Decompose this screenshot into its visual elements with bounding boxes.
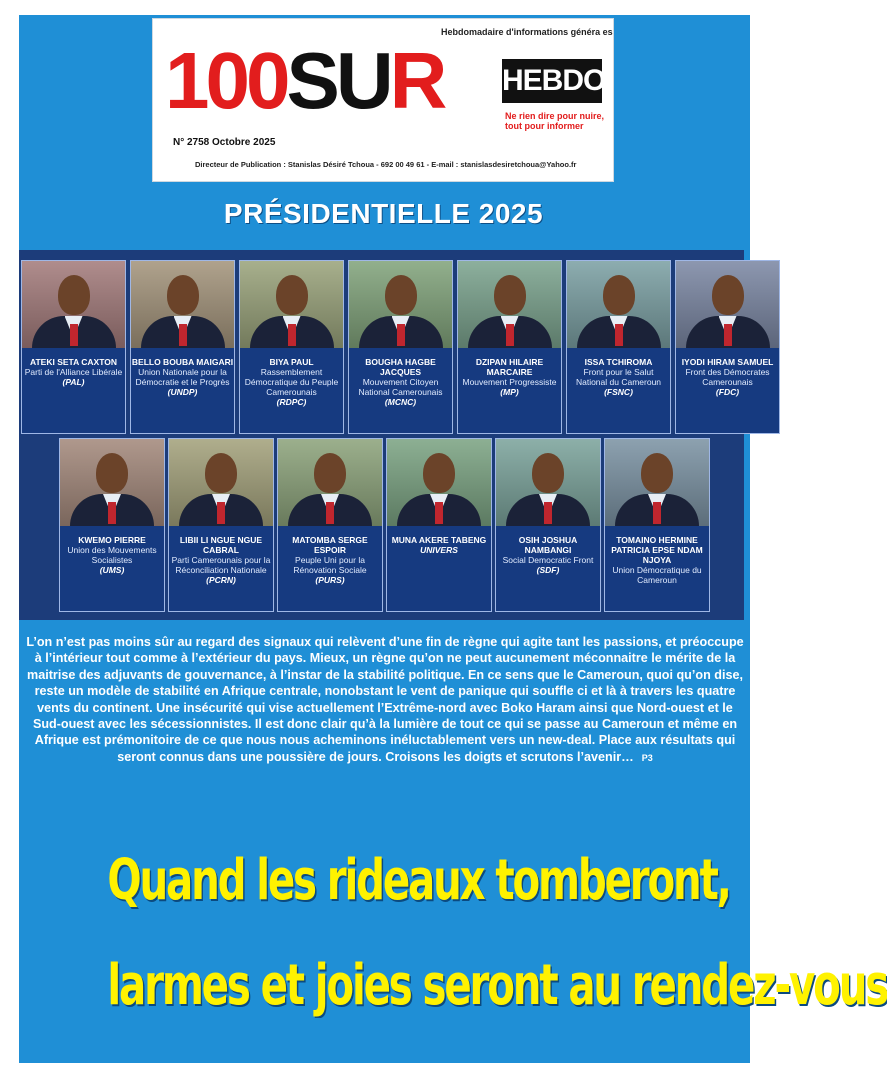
newspaper-logo xyxy=(165,36,444,125)
candidate-photo xyxy=(496,439,600,526)
issue-number: N° 2758 Octobre 2025 xyxy=(173,137,276,148)
candidate-card xyxy=(239,260,344,434)
candidate-card xyxy=(168,438,274,612)
candidates-panel xyxy=(19,250,774,620)
motto-line-1: Ne rien dire pour nuire, xyxy=(505,111,605,121)
candidate-photo xyxy=(131,261,234,348)
main-headline-line-2: larmes et joies seront au rendez-vous xyxy=(107,953,887,1018)
motto-line-2: tout pour informer xyxy=(505,121,584,131)
candidate-party-abbr: (UMS) xyxy=(99,565,125,575)
candidate-party-abbr: (PCRN) xyxy=(206,575,236,585)
candidate-name: OSIH JOSHUA NAMBANGI xyxy=(518,535,578,555)
candidate-photo xyxy=(240,261,343,348)
candidate-photo xyxy=(169,439,273,526)
candidate-party: Union Nationale pour la Démocratie et le Progrès xyxy=(135,367,230,387)
candidate-card xyxy=(130,260,235,434)
candidate-party: Union des Mouvements Socialistes xyxy=(67,545,157,565)
candidate-name: TOMAINO HERMINE PATRICIA EPSE NDAM NJOYA xyxy=(611,535,703,565)
logo-number: 100 xyxy=(165,36,287,125)
masthead-tagline: Hebdomadaire d'informations généra es xyxy=(441,27,613,37)
logo-word-end: R xyxy=(389,36,444,125)
candidate-photo xyxy=(567,261,670,348)
candidate-name: DZIPAN HILAIRE MARCAIRE xyxy=(475,357,544,377)
candidate-photo xyxy=(605,439,709,526)
publication-director: Directeur de Publication : Stanislas Désiré Tchoua - 692 00 49 61 - E-mail : stanislasdesiretchoua@Yahoo.fr xyxy=(195,160,577,169)
candidate-card xyxy=(495,438,601,612)
candidate-name: KWEMO PIERRE xyxy=(78,535,146,545)
candidate-party-abbr: (PURS) xyxy=(315,575,345,585)
candidate-party: Mouvement Progressiste xyxy=(462,377,557,387)
candidate-photo xyxy=(60,439,164,526)
hebdo-label: HEBDO xyxy=(502,59,602,103)
candidate-party: Parti Camerounais pour la Réconciliation Nationale xyxy=(171,555,271,575)
candidate-party: Front des Démocrates Camerounais xyxy=(685,367,770,387)
candidate-name: BELLO BOUBA MAIGARI xyxy=(131,357,234,367)
candidate-card xyxy=(59,438,165,612)
section-title: PRÉSIDENTIELLE 2025 xyxy=(223,198,544,229)
candidate-party: Union Démocratique du Cameroun xyxy=(612,565,702,585)
candidate-party-abbr: (MCNC) xyxy=(384,397,417,407)
candidate-name: MATOMBA SERGE ESPOIR xyxy=(292,535,368,555)
candidate-card xyxy=(386,438,492,612)
candidate-party-abbr: (SDF) xyxy=(536,565,560,575)
candidate-party-abbr: (RDPC) xyxy=(276,397,307,407)
candidate-photo xyxy=(349,261,452,348)
candidate-name: BIYA PAUL xyxy=(269,357,314,367)
candidate-name: MUNA AKERE TABENG xyxy=(391,535,487,545)
candidate-photo xyxy=(22,261,125,348)
candidate-party-abbr: (MP) xyxy=(500,387,519,397)
candidate-party: Front pour le Salut National du Cameroun xyxy=(575,367,662,387)
candidate-party: Rassemblement Démocratique du Peuple Camerounais xyxy=(244,367,339,397)
candidate-photo xyxy=(387,439,491,526)
candidate-card xyxy=(277,438,383,612)
candidate-card xyxy=(604,438,710,612)
candidate-name: ISSA TCHIROMA xyxy=(584,357,653,367)
candidate-party: Parti de l'Alliance Libérale xyxy=(24,367,123,377)
article-text: L’on n’est pas moins sûr au regard des signaux qui relèvent d’une fin de règne qui agite tant les passions, et préoccupe à l’intérieur tout comme à l’extérieur du pays. Mieux, un règne qu’on ne peut aucunement méconnaitre le mérite de la maitrise des adjuvants de gouvernance, à l’instar de la stabilité politique. En ce sens que le Cameroun, quoi qu’on dise, reste un modèle de stabilité en Afrique centrale, nonobstant le vent de panique qui souffle ci et là à travers les quatre vents du continent. Une insécurité qui vise actuellement l’Extrême-nord avec Boko Haram ainsi que Nord-ouest et le Sud-ouest avec les sécessionnistes. Il est donc clair qu’à la lumière de tout ce qui se passe au Cameroun et même en Afrique est prémonitoire de ce que nous nous acheminons inéluctablement vers un new-deal. Place aux résultats qui seront connus dans une poussière de jours. Croisons les doigts et scrutons l’avenir… xyxy=(26,635,744,764)
candidate-party-abbr: UNIVERS xyxy=(420,545,458,555)
candidate-party-abbr: (PAL) xyxy=(62,377,85,387)
candidate-card xyxy=(21,260,126,434)
candidate-card xyxy=(457,260,562,434)
candidate-name: ATEKI SETA CAXTON xyxy=(29,357,118,367)
candidate-name: LIBII LI NGUE NGUE CABRAL xyxy=(179,535,263,555)
candidate-party-abbr: (FDC) xyxy=(715,387,740,397)
candidate-party-abbr: (FSNC) xyxy=(604,387,633,397)
candidate-card xyxy=(348,260,453,434)
candidate-card xyxy=(566,260,671,434)
logo-word: SU xyxy=(286,36,390,125)
candidate-photo xyxy=(458,261,561,348)
candidate-party-abbr: (UNDP) xyxy=(167,387,198,397)
masthead xyxy=(152,18,614,182)
masthead-motto xyxy=(505,111,604,131)
candidate-card xyxy=(675,260,780,434)
candidate-name: BOUGHA HAGBE JACQUES xyxy=(365,357,436,377)
candidate-name: IYODI HIRAM SAMUEL xyxy=(681,357,774,367)
candidate-photo xyxy=(676,261,779,348)
candidate-party: Mouvement Citoyen National Camerounais xyxy=(358,377,443,397)
page-reference: P3 xyxy=(641,752,653,763)
article-body xyxy=(26,634,744,766)
main-headline-line-1: Quand les rideaux tomberont, xyxy=(107,848,730,913)
candidate-party: Peuple Uni pour la Rénovation Sociale xyxy=(293,555,367,575)
candidate-photo xyxy=(278,439,382,526)
candidate-party: Social Democratic Front xyxy=(502,555,594,565)
